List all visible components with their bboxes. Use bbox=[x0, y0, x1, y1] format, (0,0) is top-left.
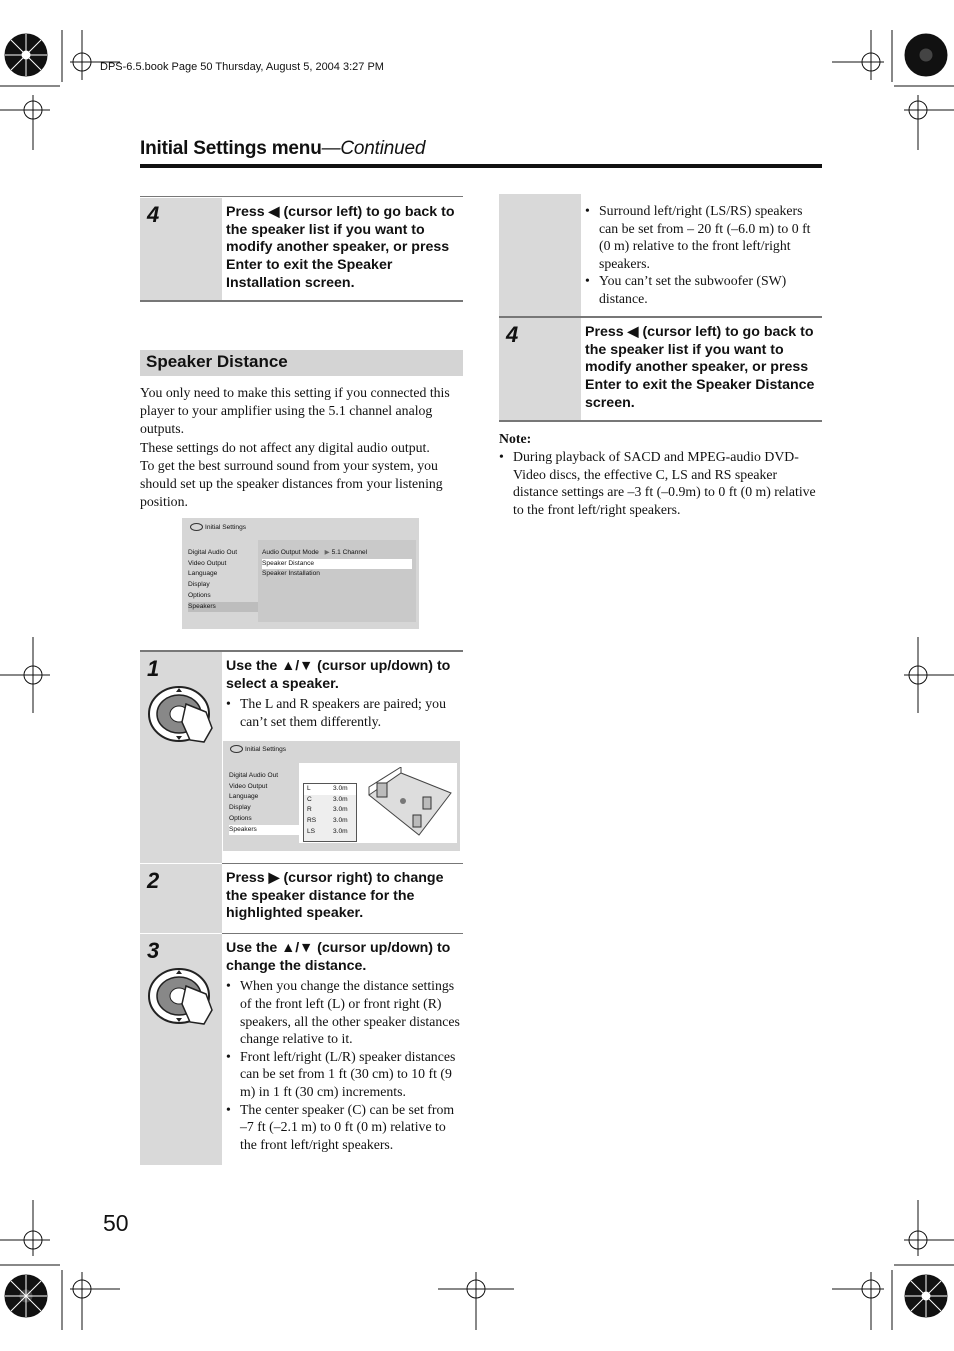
step-number: 4 bbox=[506, 322, 519, 347]
osd-submenu-panel bbox=[258, 540, 416, 622]
osd-menu-item: Language bbox=[188, 570, 218, 578]
step-number: 1 bbox=[147, 656, 160, 681]
osd-menu-item: Options bbox=[229, 814, 252, 822]
disc-icon bbox=[230, 745, 243, 753]
step-number-box bbox=[140, 934, 222, 1165]
speaker-value: 3.0m bbox=[333, 795, 348, 803]
osd-menu-item: Digital Audio Out bbox=[188, 549, 238, 556]
speaker-row bbox=[304, 827, 356, 838]
step-rule bbox=[140, 196, 463, 197]
osd-sub-value: 5.1 Channel bbox=[331, 549, 368, 556]
osd-title-text: Initial Settings bbox=[205, 524, 247, 531]
section-heading bbox=[140, 350, 463, 376]
speaker-value: 3.0m bbox=[333, 785, 348, 792]
osd-menu-item-selected: Speakers bbox=[188, 602, 258, 613]
step-instruction: Use the ▲/▼ (cursor up/down) to select a speaker. bbox=[226, 658, 451, 692]
osd-speaker-panel bbox=[299, 763, 457, 843]
osd-menu-item: Digital Audio Out bbox=[229, 772, 279, 779]
bullet-item: • When you change the distance settings of the front left (L) or front right (R) speakers, all the other speaker distances change relative to it. bbox=[240, 977, 463, 1047]
bullet-list bbox=[226, 977, 463, 1153]
left-step-2 bbox=[140, 864, 463, 933]
osd-sub-item-selected: Speaker Distance bbox=[262, 559, 412, 570]
step-rule bbox=[140, 300, 463, 302]
step-number-box bbox=[499, 318, 581, 420]
osd-menu-item: Video Output bbox=[188, 559, 227, 567]
intro-text bbox=[140, 384, 465, 511]
left-step-4 bbox=[140, 198, 463, 300]
header-rule bbox=[140, 164, 822, 168]
speaker-value: 3.0m bbox=[333, 827, 348, 835]
step-rule bbox=[499, 420, 822, 422]
osd-sub-row bbox=[262, 548, 412, 559]
osd-menu-item: Display bbox=[188, 581, 210, 589]
intro-paragraph: These settings do not affect any digital audio output. bbox=[140, 440, 430, 455]
note-title: Note: bbox=[499, 431, 532, 446]
title-text: Initial Settings menu bbox=[140, 138, 322, 159]
disc-icon bbox=[190, 523, 203, 531]
play-arrow-icon: ▶ bbox=[324, 549, 330, 556]
step-instruction: Use the ▲/▼ (cursor up/down) to change the distance. bbox=[226, 940, 451, 974]
osd-menu-item: Display bbox=[229, 804, 251, 812]
intro-paragraph: To get the best surround sound from your system, you should set up the speaker distances from your listening position. bbox=[140, 458, 443, 509]
osd-sub-label: Audio Output Mode bbox=[262, 549, 319, 556]
speaker-name: C bbox=[307, 795, 312, 803]
bullet-item: • The center speaker (C) can be set from –7 ft (–2.1 m) to 0 ft (0 m) relative to the front left/right speakers. bbox=[240, 1101, 463, 1154]
speaker-name: L bbox=[307, 785, 311, 792]
step-number: 4 bbox=[147, 202, 160, 227]
bullet-item: • The L and R speakers are paired; you can’t set them differently. bbox=[240, 695, 463, 730]
speaker-row bbox=[304, 784, 356, 795]
remote-hand-icon bbox=[146, 964, 218, 1030]
right-continued-block bbox=[499, 194, 822, 316]
page-title bbox=[140, 138, 425, 160]
remote-hand-icon bbox=[146, 682, 218, 748]
speaker-name: RS bbox=[307, 817, 317, 825]
bullet-list bbox=[226, 695, 463, 730]
note bbox=[499, 430, 822, 518]
room-diagram-icon bbox=[365, 767, 453, 839]
speaker-row bbox=[304, 805, 356, 816]
osd-menu-item: Video Output bbox=[229, 782, 268, 790]
step-number-box bbox=[140, 652, 222, 863]
step-number: 3 bbox=[147, 938, 160, 963]
speaker-value: 3.0m bbox=[333, 817, 348, 825]
title-continued: —Continued bbox=[321, 138, 426, 159]
osd-menu bbox=[188, 548, 258, 612]
page-number: 50 bbox=[103, 1210, 129, 1236]
speaker-name: LS bbox=[307, 827, 316, 835]
step-instruction: Press ◀ (cursor left) to go back to the speaker list if you want to modify another speaker, or press Enter to exit the Speaker Distance screen. bbox=[585, 324, 815, 411]
left-step-3 bbox=[140, 934, 463, 1165]
section-title: Speaker Distance bbox=[146, 352, 288, 371]
osd-menu-item-selected: Speakers bbox=[229, 825, 299, 836]
right-step-4 bbox=[499, 318, 822, 420]
osd-title bbox=[230, 745, 286, 756]
osd-title bbox=[190, 523, 246, 534]
speaker-row bbox=[304, 795, 356, 806]
bullet-list bbox=[585, 202, 822, 308]
osd-menu-item: Language bbox=[229, 793, 259, 801]
step-instruction: Press ◀ (cursor left) to go back to the speaker list if you want to modify another speaker, or press Enter to exit the Speaker Installation screen. bbox=[226, 204, 455, 291]
bullet-item: • Front left/right (L/R) speaker distances can be set from 1 ft (30 cm) to 10 ft (9 m) in 1 ft (30 cm) increments. bbox=[240, 1048, 463, 1101]
osd-screen-speaker-menu bbox=[182, 518, 419, 629]
step-number-box bbox=[499, 194, 581, 316]
osd-screen-speaker-distance bbox=[223, 741, 460, 851]
speaker-value: 3.0m bbox=[333, 806, 348, 814]
osd-title-text: Initial Settings bbox=[245, 746, 287, 753]
bullet-item: • Surround left/right (LS/RS) speakers can be set from – 20 ft (–6.0 m) to 0 ft (0 m) relative to the front left/right speakers. bbox=[599, 202, 822, 272]
osd-menu bbox=[229, 771, 299, 835]
speaker-name: R bbox=[307, 806, 312, 814]
osd-sub-item: Speaker Installation bbox=[262, 570, 320, 578]
osd-menu-item: Options bbox=[188, 591, 211, 599]
speaker-row bbox=[304, 816, 356, 827]
book-info: DPS-6.5.book Page 50 Thursday, August 5, 2004 3:27 PM bbox=[100, 61, 384, 73]
step-number: 2 bbox=[147, 868, 160, 893]
intro-paragraph: You only need to make this setting if you connected this player to your amplifier using the 5.1 channel analog outputs. bbox=[140, 385, 450, 436]
step-number-box bbox=[140, 198, 222, 300]
note-item: • During playback of SACD and MPEG-audio DVD-Video discs, the effective C, LS and RS speaker distance settings are –3 ft (–0.9m) to 0 ft (0 m) relative to the front left/right speakers. bbox=[513, 448, 822, 518]
note-list bbox=[499, 448, 822, 518]
step-number-box bbox=[140, 864, 222, 933]
bullet-item: • You can’t set the subwoofer (SW) distance. bbox=[599, 272, 822, 307]
step-instruction: Press ▶ (cursor right) to change the speaker distance for the highlighted speaker. bbox=[226, 870, 444, 922]
left-step-1 bbox=[140, 652, 463, 863]
speaker-distance-list bbox=[303, 783, 357, 842]
